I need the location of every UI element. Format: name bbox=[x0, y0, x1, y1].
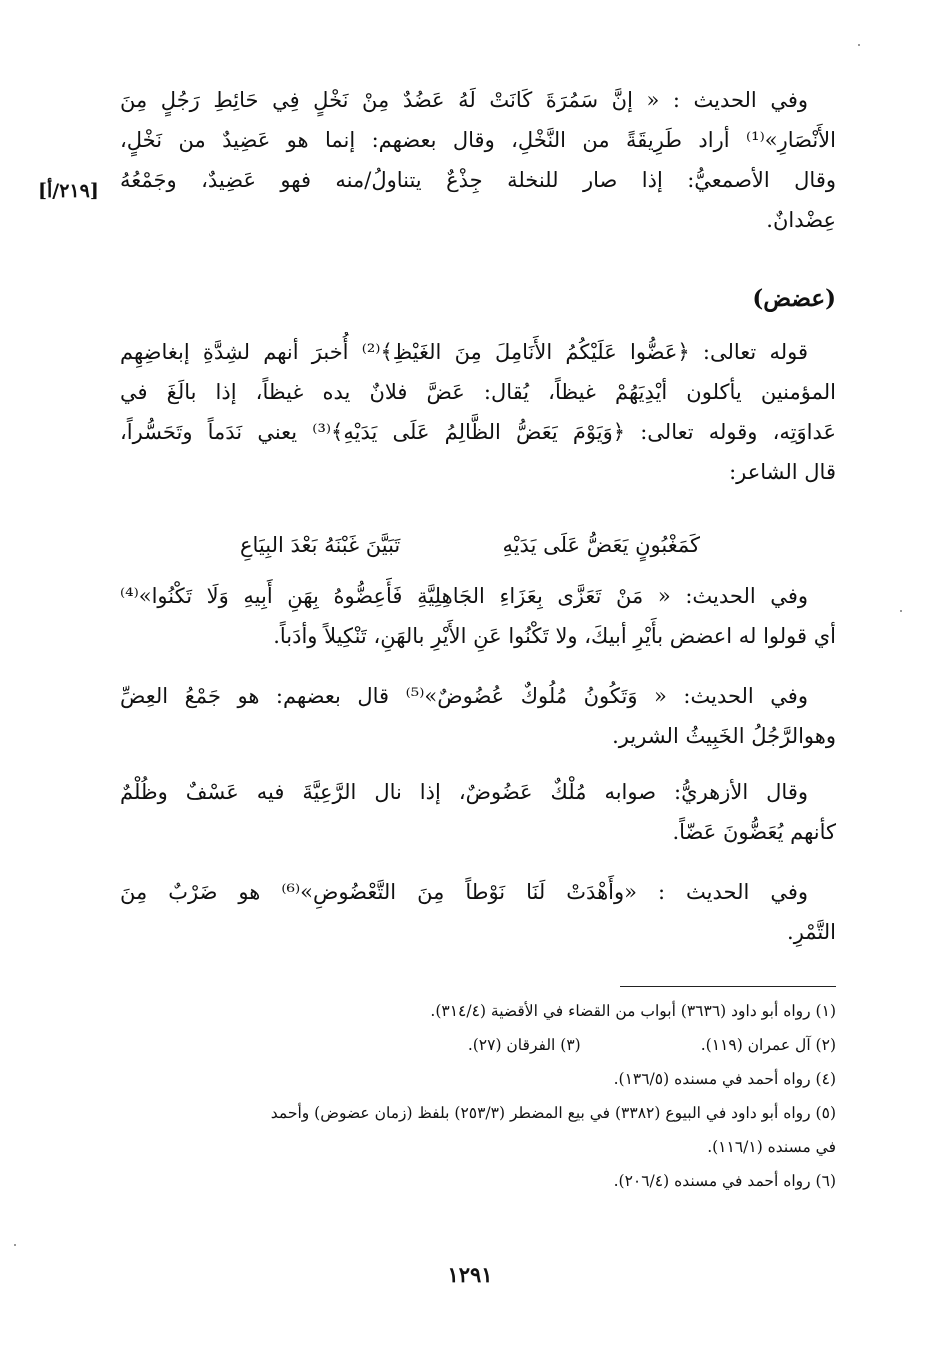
poetry-verse bbox=[240, 528, 700, 562]
text-line: كأنهم يُعَضُّونَ عَضّاً. bbox=[672, 820, 836, 844]
scan-speck bbox=[858, 44, 860, 46]
footnote: (٦) رواه أحمد في مسنده (٢٠٦/٤). bbox=[613, 1172, 836, 1190]
text-line: قوله تعالى: ﴿عَضُّوا عَلَيْكُمُ الأَنَامِلَ مِنَ الغَيْظِ﴾⁽²⁾ أُخبرَ أنهم لشِدَّةِ إبغاضِهِم bbox=[120, 340, 808, 364]
footnote: (٢) آل عمران (١١٩). bbox=[700, 1036, 836, 1054]
text-line: وقال الأزهريُّ: صوابه مُلْكٌ عَضُوضٌ، إذا نال الرَّعِيَّةَ فيه عَسْفٌ وظُلْمٌ bbox=[120, 780, 808, 804]
text-line: وفي الحديث : «وأَهْدَتْ لَنَا نَوْطاً مِنَ التَّعْضُوضِ»⁽⁶⁾ هو ضَرْبٌ مِنَ bbox=[120, 880, 809, 904]
text-line: وفي الحديث: « مَنْ تَعَزَّى بِعَزَاءِ الجَاهِلِيَّةِ فَأَعِضُّوهُ بِهَنِ أَبِيهِ وَلَا تَكْنُوا»⁽⁴⁾ bbox=[120, 584, 808, 608]
footnote: (٥) رواه أبو داود في البيوع (٣٣٨٢) في بيع المضطر (٢٥٣/٣) بلفظ (زمان عضوض) وأحمد bbox=[270, 1104, 836, 1122]
page-number: ١٢٩١ bbox=[447, 1262, 493, 1287]
text-line: وفي الحديث: « وَتَكُونُ مُلُوكٌ عُضُوضٌ»⁽⁵⁾ قال بعضهم: هو جَمْعُ العِضِّ bbox=[120, 684, 808, 708]
text-line: المؤمنين يأكلون أيْدِيَهُمْ غيظاً، يُقال: عَضَّ فلانٌ يده غيظاً، إذا بالَغَ في bbox=[120, 380, 836, 404]
text-line: قال الشاعر: bbox=[729, 460, 836, 484]
text-line: وقال الأصمعيُّ: إذا صار للنخلة جِذْعٌ يتناولُ/منه فهو عَضِيدٌ، وجَمْعُهُ bbox=[120, 168, 836, 192]
entry-hadith-mulk bbox=[120, 676, 836, 756]
scan-speck bbox=[900, 610, 902, 612]
manuscript-folio-reference: [٢١٩/أ] bbox=[38, 180, 99, 202]
verse-second-hemistich: تَبَيَّنَ غَبْنَهُ بَعْدَ البِيَاعِ bbox=[240, 533, 401, 557]
footnote: (٤) رواه أحمد في مسنده (١٣٦/٥). bbox=[613, 1070, 836, 1088]
entry-azhari bbox=[120, 772, 836, 852]
entry-taadud bbox=[120, 872, 836, 952]
entry-hadith-taazza bbox=[120, 576, 836, 656]
text-line: عَداوَتِه، وقوله تعالى: ﴿وَيَوْمَ يَعَضُّ الظَّالِمُ عَلَى يَدَيْهِ﴾⁽³⁾ يعني نَدَماً وتَحَسُّراً، bbox=[120, 420, 836, 444]
footnotes bbox=[120, 994, 836, 1198]
text-line: الأَنْصَارِ»⁽¹⁾ أراد طَرِيقَةً من النَّخْلِ، وقال بعضهم: إنما هو عَضِيدٌ من نَخْلٍ، bbox=[120, 128, 836, 152]
footnote-separator bbox=[620, 986, 836, 987]
verse-first-hemistich: كَمَغْبُونٍ يَعَضُّ عَلَى يَدَيْهِ bbox=[502, 533, 700, 557]
text-line: وفي الحديث : « إنَّ سَمُرَةَ كَانَتْ لَهُ عَضُدٌ مِنْ نَخْلٍ فِي حَائِطِ رَجُلٍ مِنَ bbox=[120, 88, 808, 112]
scan-speck bbox=[14, 1244, 16, 1246]
footnote: (١) رواه أبو داود (٣٦٣٦) أبواب من القضاء في الأقضية (٣١٤/٤). bbox=[430, 1002, 836, 1020]
text-line: عِضْدانٌ. bbox=[766, 208, 836, 232]
entry-adda bbox=[120, 332, 836, 492]
section-heading: (عضض) bbox=[752, 285, 836, 312]
footnote-continuation: في مسنده (١١٦/١). bbox=[707, 1138, 836, 1156]
text-line: أي قولوا له اعضض بأَيْرِ أبيكَ، ولا تَكْنُوا عَنِ الأَيْرِ بالهَنِ، تَنْكِيلاً وأدَباً. bbox=[273, 624, 836, 648]
text-line: التَّمْرِ. bbox=[787, 920, 836, 944]
footnote: (٣) الفرقان (٢٧). bbox=[467, 1036, 581, 1054]
entry-adud bbox=[120, 80, 836, 240]
footnote-pair bbox=[120, 1028, 836, 1062]
text-line: وهوالرَّجُلُ الخَبِيثُ الشرير. bbox=[612, 724, 836, 748]
